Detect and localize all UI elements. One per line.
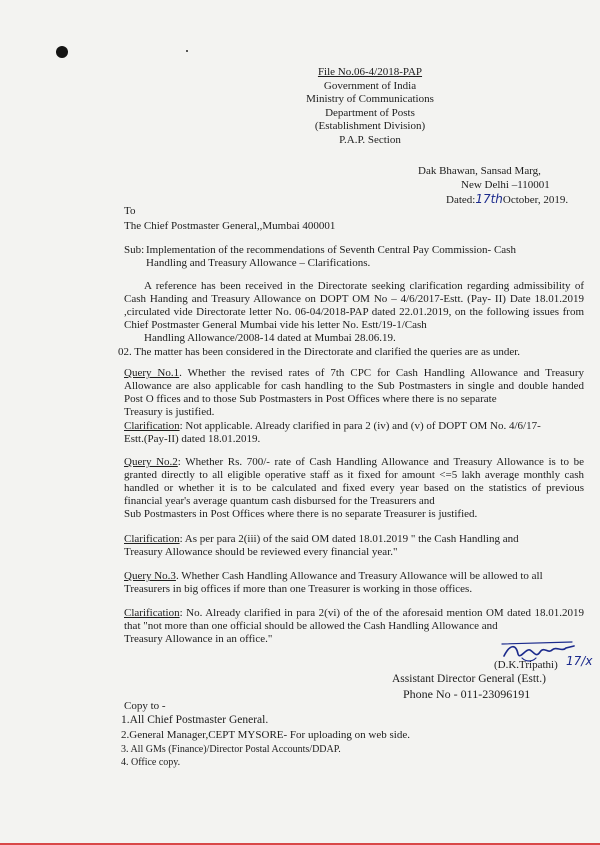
query-1 — [124, 367, 584, 419]
date-label: Dated: — [446, 194, 476, 206]
address-line-2: New Delhi –110001 — [461, 179, 550, 191]
date-month-year: October, 2019. — [502, 194, 569, 206]
subject-label: Sub: — [124, 244, 145, 256]
clarification-3-line-2: 18.01.2019 that "not more than one official should be allowed the Cash Handling Allowance and — [124, 607, 584, 632]
para1-line-3: II) Date 18.01.2019 ,circulated vide Directorate letter No. 06-04/2018-PAP dated 22.01.2019, on — [124, 293, 584, 318]
punch-hole — [56, 46, 68, 58]
clarification-3-line-1: : No. Already clarified in para 2(vi) of the of the aforesaid mention OM dated — [179, 607, 532, 619]
query-2-line-2: be granted directly to all eligible operative staff as it fixed for amount <=5 lakh average — [124, 456, 585, 481]
recipient: The Chief Postmaster General,,Mumbai 400001 — [124, 220, 336, 232]
query-2-line-3: monthly cash handled or whether it is to be calculated and fixed every year based on the — [124, 469, 585, 494]
signatory-designation: Assistant Director General (Estt.) — [392, 673, 546, 685]
copy-to-item-2: 2.General Manager,CEPT MYSORE- For uploading on web side. — [121, 729, 410, 741]
query-1-line-1: . Whether the revised rates of 7th CPC for Cash Handling Allowance and Treasury — [179, 367, 585, 379]
para1-line-2: admissibility of Cash Handing and Treasury Allowance on DOPT OM No – 4/6/2017-Estt. (Pay- — [124, 280, 585, 305]
letter-date — [446, 193, 568, 207]
para1-line-1: A reference has been received in the Directorate seeking clarification regarding — [144, 280, 510, 292]
phone-number: Phone No - 011-23096191 — [403, 687, 531, 701]
query-3 — [124, 570, 584, 596]
query-2 — [124, 456, 584, 521]
query-2-line-1: : Whether Rs. 700/- rate of Cash Handling Allowance and Treasury Allowance is to — [177, 456, 569, 468]
header-line-ministry: Ministry of Communications — [306, 93, 434, 105]
clarification-1-line-2: Estt.(Pay-II) dated 18.01.2019. — [124, 433, 261, 445]
copy-to-item-3: 3. All GMs (Finance)/Director Postal Accounts/DDAP. — [121, 744, 341, 755]
subject-text — [146, 244, 584, 270]
query-3-line-1: . Whether Cash Handling Allowance and Treasury Allowance will be allowed to all — [175, 570, 543, 582]
to-label: To — [124, 205, 136, 217]
file-number: File No.06-4/2018-PAP — [317, 66, 423, 78]
header-line-section: P.A.P. Section — [339, 133, 401, 146]
query-2-line-5: Sub Postmasters in Post Offices where there is no separate Treasurer is justified. — [124, 508, 478, 520]
clarification-2 — [124, 533, 584, 559]
query-2-label: Query No.2 — [124, 456, 178, 468]
query-3-line-2: Treasurers in big offices if more than one Treasurer is working in those offices. — [124, 583, 473, 595]
subject-line-2: Handling and Treasury Allowance – Clarifications. — [146, 257, 371, 269]
clarification-2-line-1: : As per para 2(iii) of the said OM dated 18.01.2019 " the Cash Handling and — [179, 533, 519, 545]
query-3-label: Query No.3 — [124, 570, 176, 582]
copy-to-label: Copy to - — [124, 700, 166, 712]
copy-to-item-1: 1.All Chief Postmaster General. — [121, 714, 269, 726]
address-line-1: Dak Bhawan, Sansad Marg, — [418, 165, 541, 177]
subject-line-1: Implementation of the recommendations of Seventh Central Pay Commission- Cash — [146, 244, 516, 256]
query-1-line-3: handed Post O ffices and to those Sub Postmasters in Post Offices where there is no separate — [124, 380, 584, 405]
query-2-line-4: statistics of previous financial year's average quantum cash disbursed for the Treasurers and — [124, 482, 585, 507]
query-1-label: Query No.1 — [124, 367, 180, 379]
query-1-line-2: Allowance are also applicable for cash handling to the Sub Postmasters in single and double — [124, 380, 549, 392]
header-line-govt: Government of India — [323, 79, 417, 92]
copy-to-item-4: 4. Office copy. — [121, 757, 181, 768]
signatory-name: (D.K.Tripathi) — [494, 659, 558, 671]
clarification-2-line-2: Treasury Allowance should be reviewed every financial year." — [124, 546, 398, 558]
clarification-1 — [124, 420, 584, 446]
paragraph-2: 02. The matter has been considered in the Directorate and clarified the queries are as under. — [118, 346, 521, 358]
paragraph-1 — [124, 280, 584, 345]
query-1-line-4: Treasury is justified. — [124, 406, 215, 418]
clarification-3-line-3: Treasury Allowance in an office." — [124, 633, 273, 645]
clarification-3-label: Clarification — [124, 607, 180, 619]
para1-line-4: the following issues from Chief Postmaster General Mumbai vide his letter No. Estt/19-1/Cash — [124, 306, 585, 331]
date-handwritten: 17th — [475, 192, 503, 206]
header-line-division: (Establishment Division) — [314, 120, 426, 132]
clarification-1-label: Clarification — [124, 420, 180, 432]
clarification-1-line-1: : Not applicable. Already clarified in para 2 (iv) and (v) of DOPT OM No. 4/6/17- — [179, 420, 541, 432]
letter-header — [260, 66, 480, 147]
clarification-2-label: Clarification — [124, 533, 180, 545]
signature-date: 17/x — [566, 654, 593, 668]
header-line-department: Department of Posts — [325, 106, 415, 119]
speck — [186, 50, 188, 52]
para1-line-5: Handling Allowance/2008-14 dated at Mumbai 28.06.19. — [144, 332, 396, 344]
